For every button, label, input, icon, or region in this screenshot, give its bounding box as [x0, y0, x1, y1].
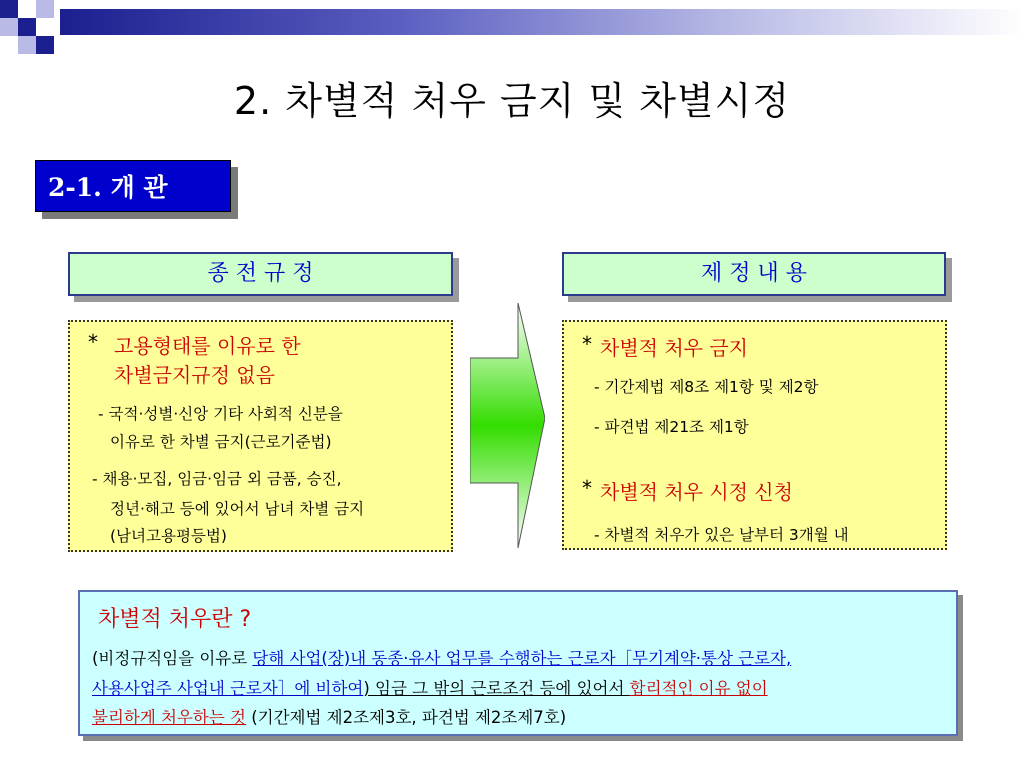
- left-item1-line2: 이유로 한 차별 금지(근로기준법): [110, 433, 332, 451]
- definition-line2: [92, 676, 768, 702]
- slide-title: 2. 차별적 처우 금지 및 차별시정: [233, 79, 791, 123]
- definition-box: [78, 590, 958, 736]
- left-item2-line3: (남녀고용평등법): [110, 527, 227, 545]
- definition-seg1: (비정규직임을 이유로: [92, 649, 253, 668]
- new-provisions-header: 제 정 내 용: [562, 252, 946, 296]
- definition-seg4: ) 임금 그 밖의 근로조건 등에 있어서: [363, 679, 630, 698]
- definition-seg2: 당해 사업(장)내 동종·유사 업무를 수행하는 근로자［무기계약·통상 근로자,: [252, 649, 792, 668]
- left-heading-line2: 차별금지규정 없음: [114, 363, 275, 387]
- bullet-star: *: [582, 332, 592, 356]
- definition-seg5: 합리적인 이유 없이: [629, 679, 768, 698]
- previous-rules-header: 종 전 규 정: [68, 252, 453, 296]
- right-heading1: 차별적 처우 금지: [600, 336, 748, 360]
- definition-seg6: 불리하게 처우하는 것: [92, 708, 246, 727]
- right-arrow-icon: [470, 303, 545, 553]
- definition-line1: [92, 646, 791, 672]
- left-item1-line1: - 국적·성별·신앙 기타 사회적 신분을: [98, 405, 343, 423]
- definition-question: 차별적 처우란 ?: [98, 607, 252, 632]
- new-provisions-box: [562, 320, 947, 550]
- previous-rules-box: [68, 320, 453, 552]
- right-item1: - 기간제법 제8조 제1항 및 제2항: [594, 378, 819, 396]
- right-item3: - 차별적 처우가 있은 날부터 3개월 내: [594, 526, 849, 544]
- header-gradient-bar: [60, 9, 1024, 35]
- section-label: 2-1. 개 관: [35, 160, 231, 212]
- definition-line3: [92, 705, 566, 731]
- bullet-star: *: [582, 476, 592, 500]
- left-heading-line1: 고용형태를 이유로 한: [114, 334, 301, 358]
- right-heading2: 차별적 처우 시정 신청: [600, 480, 793, 504]
- bullet-star: *: [88, 330, 98, 354]
- left-item2-line1: - 채용·모집, 임금·임금 외 금품, 승진,: [92, 470, 342, 488]
- left-item2-line2: 정년·해고 등에 있어서 남녀 차별 금지: [110, 500, 365, 518]
- definition-seg3: 사용사업주 사업내 근로자］에 비하여: [92, 679, 364, 698]
- definition-seg7: (기간제법 제2조제3호, 파견법 제2조제7호): [245, 708, 567, 727]
- right-item2: - 파견법 제21조 제1항: [594, 418, 749, 436]
